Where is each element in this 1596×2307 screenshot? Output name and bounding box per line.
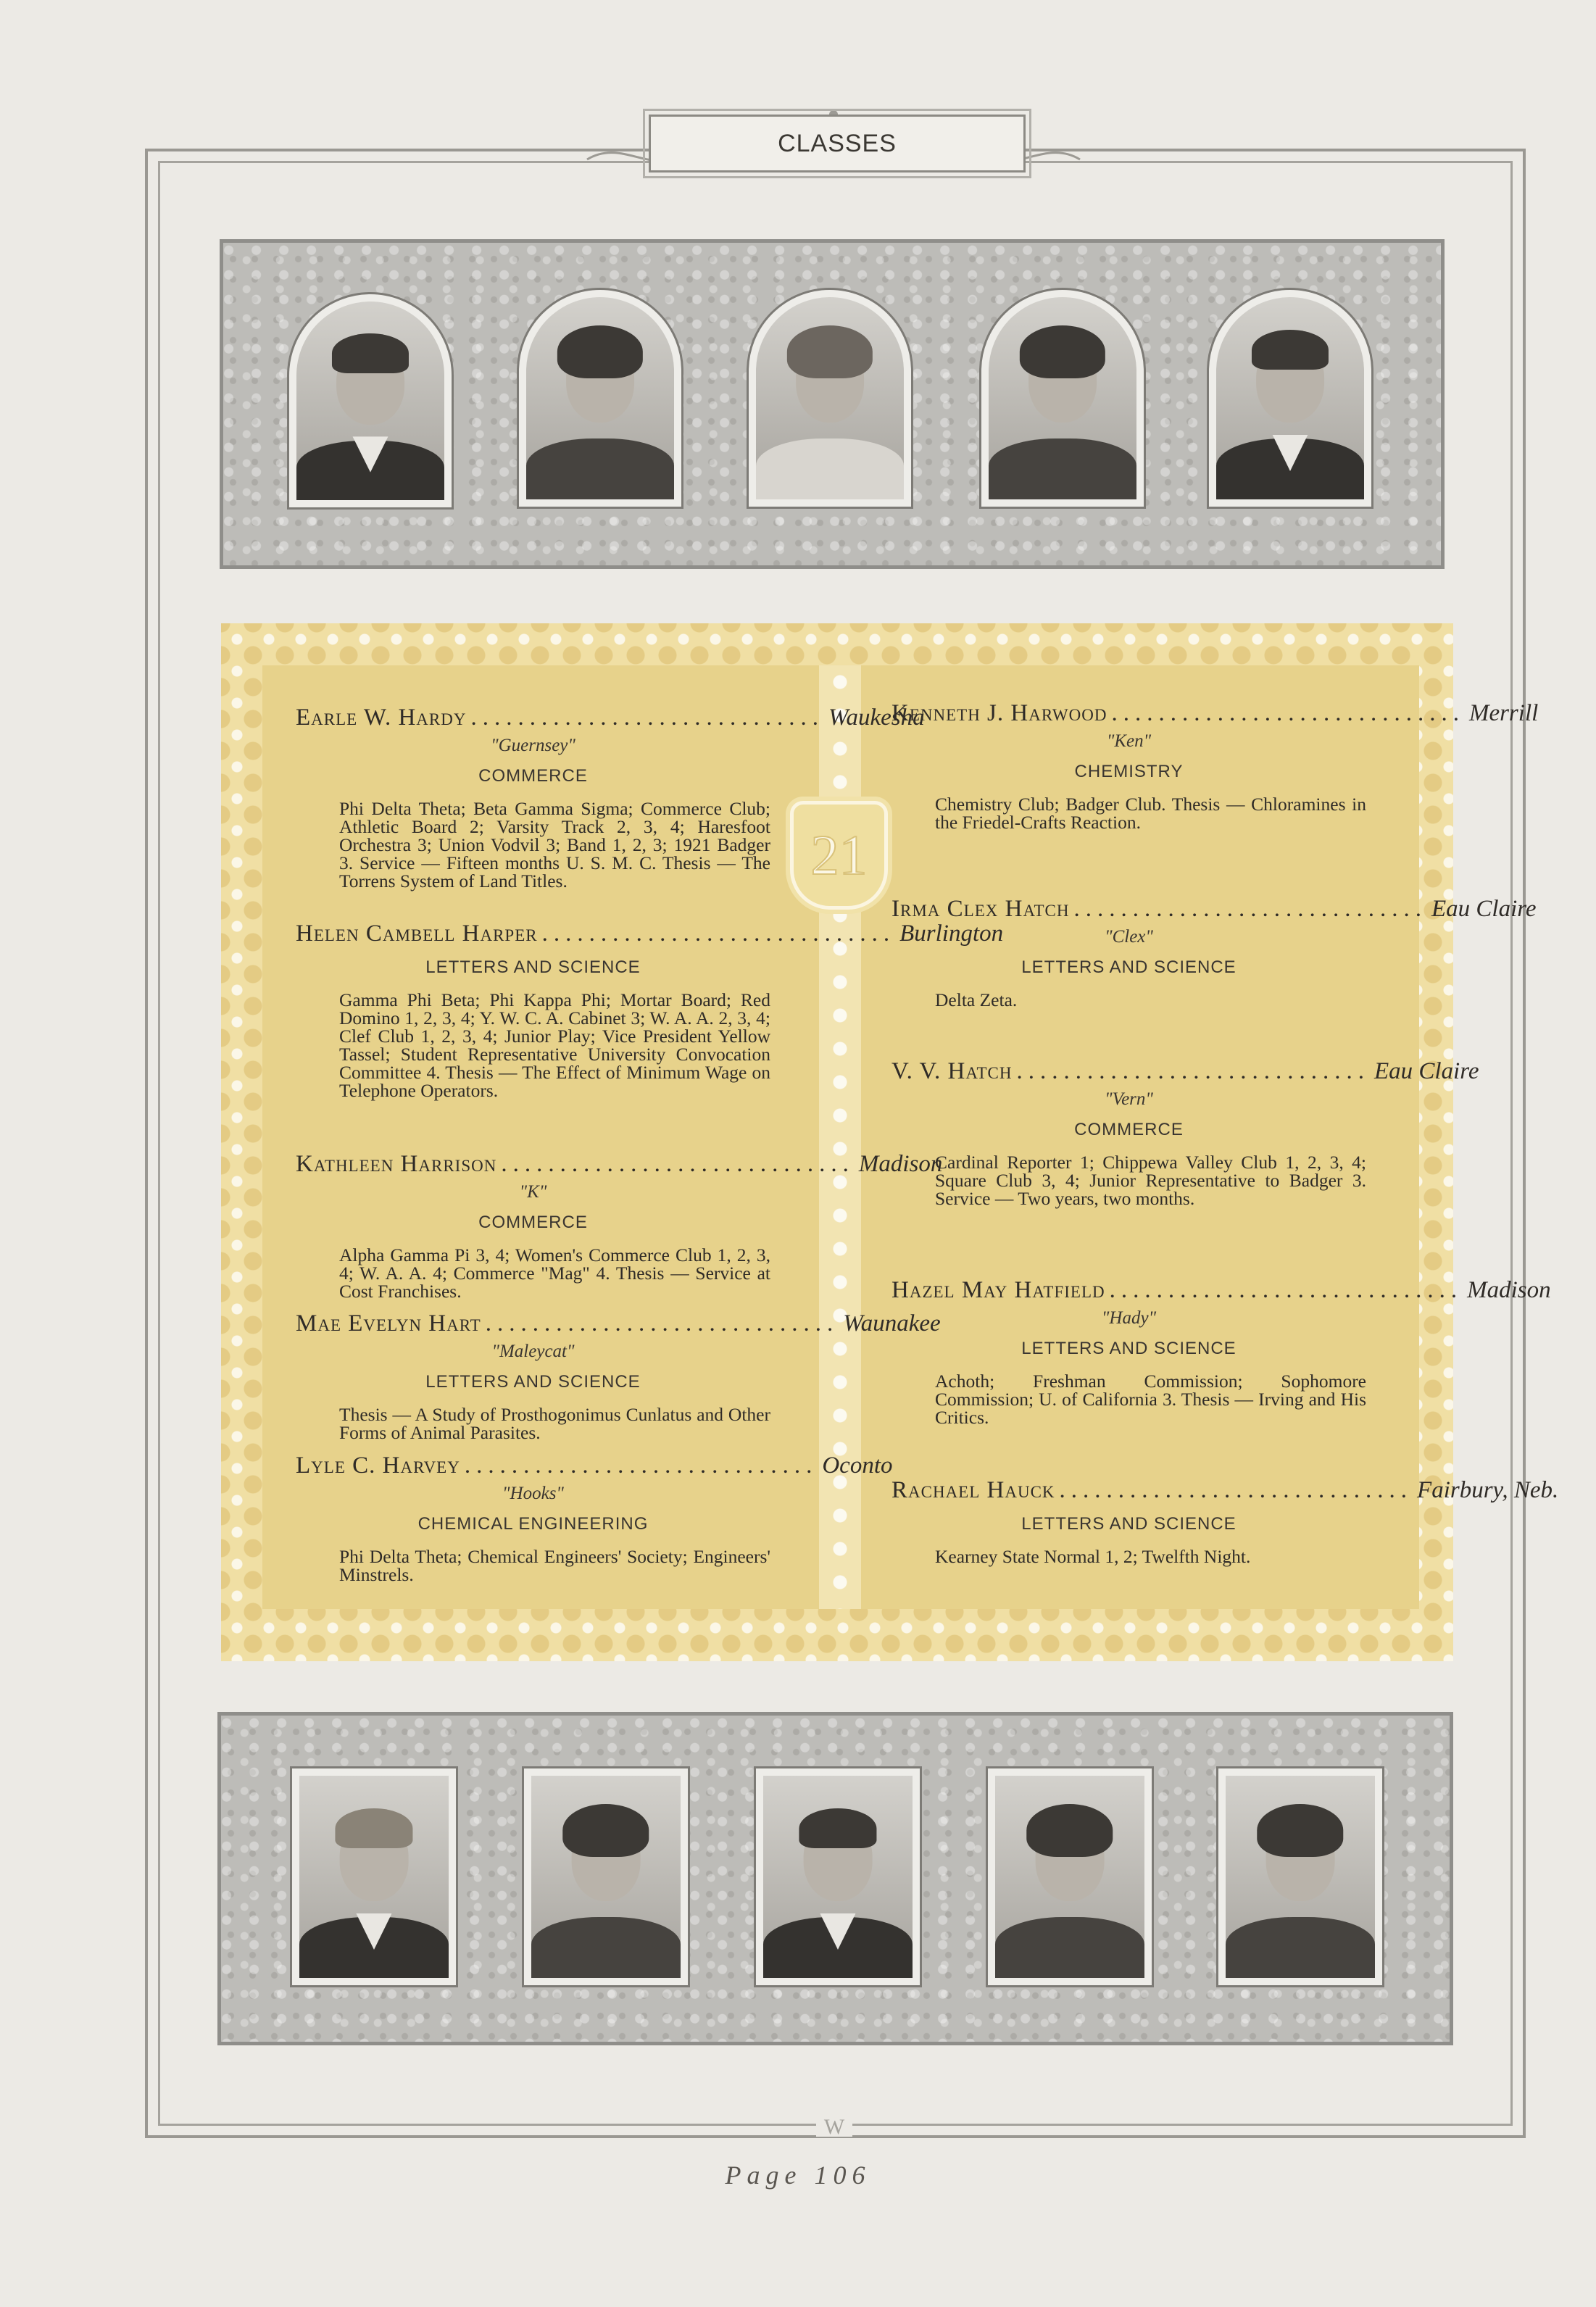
portrait-photo (979, 288, 1146, 509)
student-nickname: "Vern" (1105, 1089, 1153, 1109)
student-name: V. V. Hatch (891, 1058, 1013, 1084)
student-name: Lyle C. Harvey (296, 1452, 460, 1479)
student-department: CHEMICAL ENGINEERING (417, 1514, 649, 1534)
portrait-photo (517, 288, 683, 509)
student-name: Rachael Hauck (891, 1477, 1055, 1503)
student-name: Helen Cambell Harper (296, 920, 538, 947)
student-entry: Hazel May Hatfield .............................. Madison "Hady" LETTERS AND SCIENCE Achoth; Freshman Commission; Sophomore Commission; U. of California 3. Thesis — Irving and His Critics. (891, 1277, 1551, 1428)
student-nickname: "Guernsey" (491, 736, 575, 755)
student-entry: Earle W. Hardy .............................. Waukesha "Guernsey" COMMERCE Phi Delta Theta; Beta Gamma Sigma; Commerce Club; Athletic Board 2; Varsity Track 2, 3, 4; Haresfoot Orchestra 3; Union Vodvil 3; Band 1, 2, 3; 1921 Badger 3. Service — Fifteen months U. S. M. C. Thesis — The Torrens System of Land Titles. (296, 704, 925, 891)
student-entry: Irma Clex Hatch .............................. Eau Claire "Clex" LETTERS AND SCIENCE Delta Zeta. (891, 896, 1537, 1010)
portrait-photo (754, 1766, 922, 1987)
student-nickname: "Clex" (1105, 927, 1153, 947)
portrait-photo (290, 1766, 458, 1987)
student-name: Kathleen Harrison (296, 1151, 497, 1177)
class-year-badge (790, 801, 888, 910)
student-nickname: "Ken" (1106, 731, 1152, 751)
student-name: Mae Evelyn Hart (296, 1310, 481, 1337)
student-activities: Delta Zeta. (935, 989, 1018, 1010)
header-box (649, 115, 1026, 172)
student-entry: Mae Evelyn Hart .............................. Waunakee "Maleycat" LETTERS AND SCIENCE Thesis — A Study of Prosthogonimus Cunlatus and Other Forms of Animal Parasites. (296, 1310, 941, 1443)
student-hometown: Waunakee (843, 1310, 941, 1337)
student-name: Earle W. Hardy (296, 704, 467, 731)
student-department: LETTERS AND SCIENCE (1021, 957, 1237, 977)
student-activities: Cardinal Reporter 1; Chippewa Valley Club 1, 2, 3, 4; Square Club 3, 4; Junior Representative to Badger 3. Service — Two years, two months. (935, 1152, 1366, 1209)
portrait-photo (522, 1766, 690, 1987)
class-year-number: 21 (810, 823, 868, 886)
student-entry: V. V. Hatch .............................. Eau Claire "Vern" COMMERCE Cardinal Reporter 1; Chippewa Valley Club 1, 2, 3, 4; Square Club 3, 4; Junior Representative to Badger 3. Service — Two years, two months. (891, 1058, 1479, 1209)
wisconsin-w-mark: W (816, 2115, 852, 2137)
student-nickname: "Hooks" (502, 1484, 564, 1503)
student-activities: Kearney State Normal 1, 2; Twelfth Night. (935, 1546, 1251, 1567)
student-department: COMMERCE (1074, 1120, 1184, 1139)
student-hometown: Burlington (899, 920, 1004, 947)
student-name: Kenneth J. Harwood (891, 700, 1107, 726)
student-hometown: Oconto (822, 1452, 893, 1479)
page-title: CLASSES (778, 129, 897, 157)
student-entry: Kathleen Harrison .............................. Madison "K" COMMERCE Alpha Gamma Pi 3, 4; Women's Commerce Club 1, 2, 3, 4; W. A. A. 4; Commerce "Mag" 4. Thesis — Service at Cost Franchises. (296, 1151, 943, 1302)
student-department: COMMERCE (478, 766, 588, 786)
student-department: LETTERS AND SCIENCE (1021, 1339, 1237, 1358)
student-activities: Gamma Phi Beta; Phi Kappa Phi; Mortar Board; Red Domino 1, 2, 3, 4; Y. W. C. A. Cabinet 3; W. A. A. 2, 3, 4; Clef Club 1, 2, 3, 4; Junior Play; Vice President Yellow Tassel; Student Representative University Convocation Committee 4. Thesis — The Effect of Minimum Wage on Telephone Operators. (339, 989, 770, 1101)
student-department: COMMERCE (478, 1213, 588, 1232)
top-photo-strip (220, 239, 1445, 569)
student-nickname: "K" (519, 1182, 547, 1202)
student-department: LETTERS AND SCIENCE (425, 1372, 641, 1392)
student-nickname: "Hady" (1101, 1308, 1157, 1328)
student-entry: Lyle C. Harvey .............................. Oconto "Hooks" CHEMICAL ENGINEERING Phi Delta Theta; Chemical Engineers' Society; Engineers' Minstrels. (296, 1452, 893, 1585)
student-hometown: Fairbury, Neb. (1417, 1477, 1559, 1503)
student-activities: Phi Delta Theta; Chemical Engineers' Society; Engineers' Minstrels. (339, 1546, 770, 1585)
student-nickname: "Maleycat" (491, 1342, 575, 1361)
student-name: Irma Clex Hatch (891, 896, 1070, 922)
student-activities: Alpha Gamma Pi 3, 4; Women's Commerce Club 1, 2, 3, 4; W. A. A. 4; Commerce "Mag" 4. Thesis — Service at Cost Franchises. (339, 1244, 770, 1302)
student-hometown: Madison (1467, 1277, 1551, 1303)
student-activities: Thesis — A Study of Prosthogonimus Cunlatus and Other Forms of Animal Parasites. (339, 1404, 770, 1443)
student-department: CHEMISTRY (1074, 762, 1184, 781)
portrait-photo (1207, 288, 1373, 509)
student-department: LETTERS AND SCIENCE (425, 957, 641, 977)
student-hometown: Merrill (1468, 700, 1539, 726)
student-hometown: Waukesha (828, 704, 925, 731)
portrait-photo (1216, 1766, 1384, 1987)
student-hometown: Madison (858, 1151, 943, 1177)
student-department: LETTERS AND SCIENCE (1021, 1514, 1237, 1534)
student-entry: Helen Cambell Harper .............................. Burlington LETTERS AND SCIENCE Gamma Phi Beta; Phi Kappa Phi; Mortar Board; Red Domino 1, 2, 3, 4; Y. W. C. A. Cabinet 3; W. A. A. 2, 3, 4; Clef Club 1, 2, 3, 4; Junior Play; Vice President Yellow Tassel; Student Representative University Convocation Committee 4. Thesis — The Effect of Minimum Wage on Telephone Operators. (296, 920, 1004, 1101)
portrait-photo (747, 288, 913, 509)
student-hometown: Eau Claire (1373, 1058, 1479, 1084)
student-entry: Rachael Hauck .............................. Fairbury, Neb. LETTERS AND SCIENCE Kearney State Normal 1, 2; Twelfth Night. (891, 1477, 1559, 1567)
student-activities: Chemistry Club; Badger Club. Thesis — Chloramines in the Friedel-Crafts Reaction. (935, 794, 1366, 833)
student-entry: Kenneth J. Harwood .............................. Merrill "Ken" CHEMISTRY Chemistry Club; Badger Club. Thesis — Chloramines in the Friedel-Crafts Reaction. (891, 700, 1539, 833)
portrait-photo (287, 292, 454, 510)
student-activities: Phi Delta Theta; Beta Gamma Sigma; Commerce Club; Athletic Board 2; Varsity Track 2, 3, 4; Haresfoot Orchestra 3; Union Vodvil 3; Band 1, 2, 3; 1921 Badger 3. Service — Fifteen months U. S. M. C. Thesis — The Torrens System of Land Titles. (339, 798, 770, 891)
student-name: Hazel May Hatfield (891, 1277, 1105, 1303)
page-number: Page 106 (725, 2161, 871, 2190)
student-activities: Achoth; Freshman Commission; Sophomore Commission; U. of California 3. Thesis — Irving and His Critics. (935, 1371, 1366, 1428)
bottom-photo-strip (217, 1712, 1453, 2045)
student-hometown: Eau Claire (1431, 896, 1537, 922)
portrait-photo (986, 1766, 1154, 1987)
